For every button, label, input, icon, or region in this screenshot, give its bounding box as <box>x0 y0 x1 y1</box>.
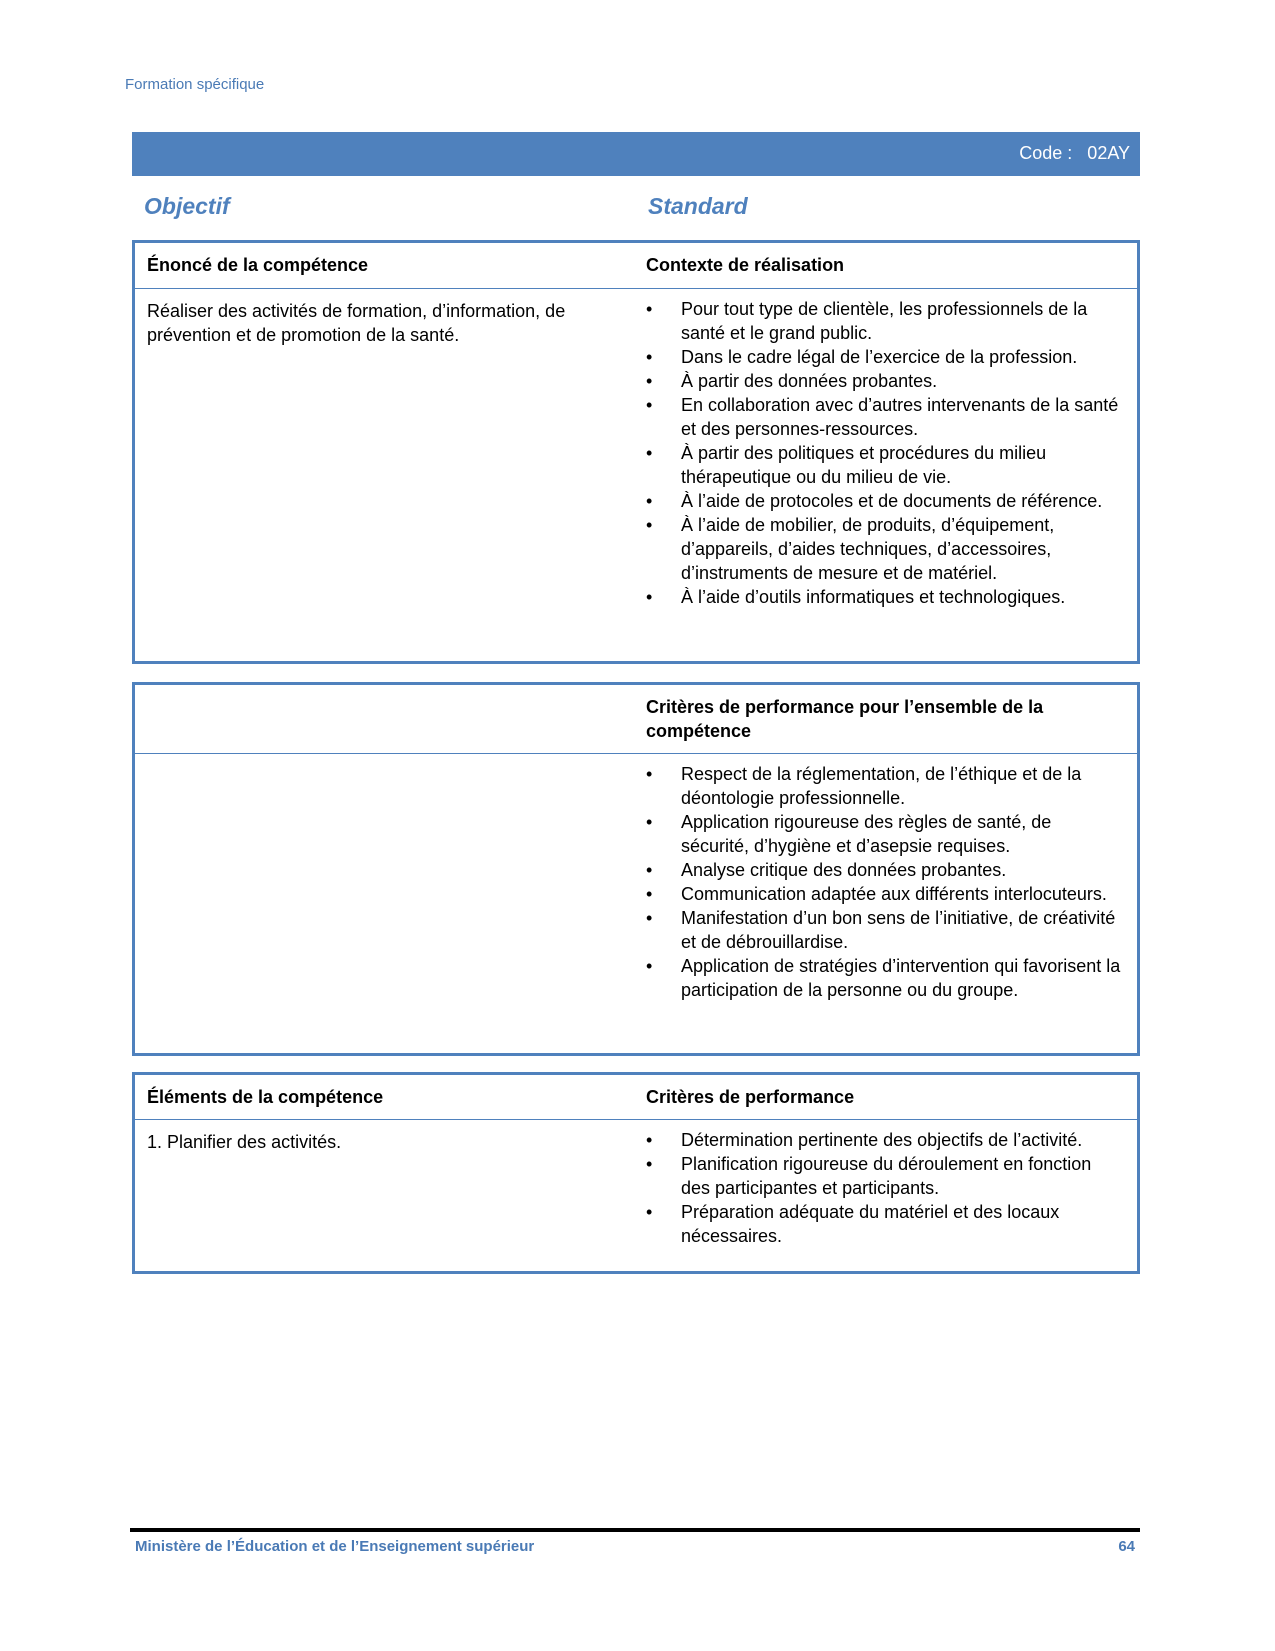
elements-table <box>132 1072 1140 1274</box>
bullet-icon: • <box>646 371 653 391</box>
bullet-icon: • <box>646 491 653 511</box>
list-item: • À l’aide de mobilier, de produits, d’équipement, d’appareils, d’aides techniques, d’accessoires, d’instruments de mesure et de matériel. <box>646 515 1055 583</box>
competence-element: 1. Planifier des activités. <box>147 1132 342 1152</box>
global-criteria-header-row <box>135 685 1137 754</box>
footer-rule <box>130 1528 1140 1532</box>
list-item: • Dans le cadre légal de l’exercice de la profession. <box>646 347 1078 367</box>
list-item: • Application de stratégies d’intervention qui favorisent la participation de la personne ou du groupe. <box>646 956 1121 1000</box>
bullet-icon: • <box>646 1202 653 1222</box>
bullet-icon: • <box>646 764 653 784</box>
context-header: Contexte de réalisation <box>646 255 845 275</box>
list-item: • À l’aide d’outils informatiques et technologiques. <box>646 587 1066 607</box>
list-item: • Détermination pertinente des objectifs de l’activité. <box>646 1130 1083 1150</box>
bullet-icon: • <box>646 1130 653 1150</box>
list-item: • Communication adaptée aux différents interlocuteurs. <box>646 884 1107 904</box>
competence-table-header <box>135 243 1137 289</box>
global-criteria-list <box>643 762 1123 1002</box>
elements-header: Éléments de la compétence <box>147 1087 384 1107</box>
bullet-icon: • <box>646 908 653 928</box>
footer-ministry: Ministère de l’Éducation et de l’Enseignement supérieur <box>135 1538 535 1555</box>
list-item: • Pour tout type de clientèle, les professionnels de la santé et le grand public. <box>646 299 1088 343</box>
list-item: • Préparation adéquate du matériel et des locaux nécessaires. <box>646 1202 1060 1246</box>
objectif-heading: Objectif <box>144 193 230 219</box>
bullet-icon: • <box>646 1154 653 1174</box>
list-item: • En collaboration avec d’autres intervenants de la santé et des personnes-ressources. <box>646 395 1119 439</box>
bullet-icon: • <box>646 884 653 904</box>
footer <box>135 1538 1135 1555</box>
list-item: • Planification rigoureuse du déroulement en fonction des participantes et participants. <box>646 1154 1092 1198</box>
bullet-icon: • <box>646 347 653 367</box>
list-item: • Application rigoureuse des règles de santé, de sécurité, d’hygiène et d’asepsie requises. <box>646 812 1052 856</box>
bullet-icon: • <box>646 812 653 832</box>
elements-table-body <box>135 1120 1137 1271</box>
bullet-icon: • <box>646 860 653 880</box>
list-item: • À l’aide de protocoles et de documents de référence. <box>646 491 1103 511</box>
bullet-icon: • <box>646 956 653 976</box>
standard-heading: Standard <box>648 193 748 219</box>
bullet-icon: • <box>646 395 653 415</box>
competence-table-body <box>135 289 1137 661</box>
context-list <box>643 297 1125 609</box>
global-criteria-body <box>135 754 1137 1053</box>
element-criteria-list <box>643 1128 1123 1248</box>
global-criteria-header: Critères de performance pour l’ensemble de la compétence <box>646 697 1044 741</box>
running-header: Formation spécifique <box>125 76 265 93</box>
list-item: • À partir des politiques et procédures du milieu thérapeutique ou du milieu de vie. <box>646 443 1047 487</box>
statement-header: Énoncé de la compétence <box>147 255 369 275</box>
list-item: • Manifestation d’un bon sens de l’initiative, de créativité et de débrouillardise. <box>646 908 1116 952</box>
competence-statement: Réaliser des activités de formation, d’information, de prévention et de promotion de la santé. <box>147 301 566 345</box>
bullet-icon: • <box>646 443 653 463</box>
page-number: 64 <box>1118 1538 1135 1555</box>
bullet-icon: • <box>646 587 653 607</box>
list-item: • Respect de la réglementation, de l’éthique et de la déontologie professionnelle. <box>646 764 1082 808</box>
competence-table <box>132 240 1140 664</box>
criteria-header: Critères de performance <box>646 1087 855 1107</box>
list-item: • Analyse critique des données probantes. <box>646 860 1007 880</box>
global-criteria-table <box>132 682 1140 1056</box>
competency-code: Code : 02AY <box>1019 143 1130 163</box>
bullet-icon: • <box>646 515 653 535</box>
code-bar <box>132 132 1140 176</box>
bullet-icon: • <box>646 299 653 319</box>
elements-table-header <box>135 1075 1137 1120</box>
list-item: • À partir des données probantes. <box>646 371 938 391</box>
